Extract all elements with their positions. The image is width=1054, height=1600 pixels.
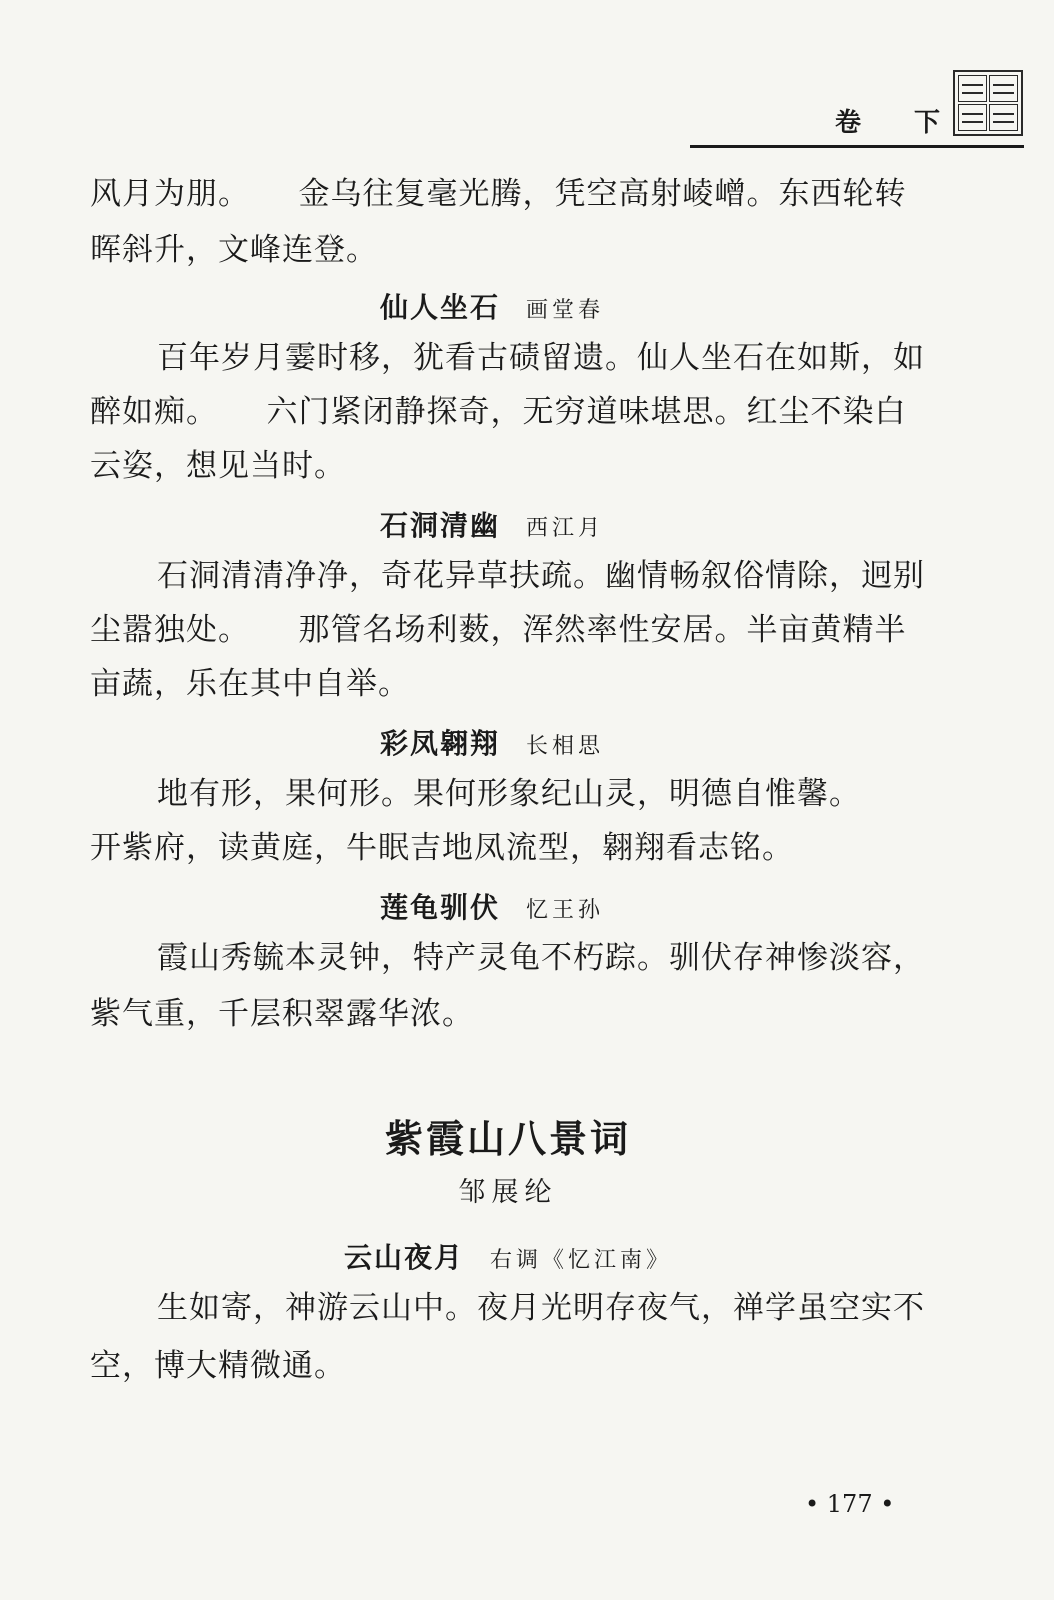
tune-name: 西江月 <box>526 516 605 541</box>
section-author: 邹展纶 <box>458 1177 558 1208</box>
poem-line: 百年岁月霎时移，犹看古碛留遗。仙人坐石在如斯，如 <box>125 340 925 376</box>
poem-line: 生如寄，神游云山中。夜月光明存夜气，禅学虽空实不 <box>125 1290 925 1326</box>
running-header: 卷 下 <box>835 108 963 138</box>
poem-line: 尘嚣独处。 那管名场利薮，浑然率性安居。半亩黄精半 <box>90 612 907 648</box>
header-rule <box>690 145 1024 148</box>
poem-line: 开紫府，读黄庭，牛眠吉地凤流型，翱翔看志铭。 <box>90 830 794 866</box>
poem-line: 醉如痴。 六门紧闭静探奇，无穷道味堪思。红尘不染白 <box>90 394 907 430</box>
poem-line: 亩蔬，乐在其中自举。 <box>90 666 410 702</box>
poem-title: 彩凤翱翔 <box>380 727 501 760</box>
tune-name: 忆王孙 <box>526 898 605 923</box>
poem-title-block <box>380 508 604 547</box>
poem-title-block <box>344 1240 672 1279</box>
poem-line: 晖斜升，文峰连登。 <box>90 232 378 268</box>
poem-title-block <box>380 290 604 329</box>
poem-line: 霞山秀毓本灵钟，特产灵龟不朽踪。驯伏存神惨淡容， <box>125 940 925 976</box>
poem-line: 云姿，想见当时。 <box>90 448 346 484</box>
tune-name: 长相思 <box>526 734 605 759</box>
section-title: 紫霞山八景词 <box>384 1116 631 1161</box>
poem-line: 风月为朋。 金乌往复毫光腾，凭空高射崚嶒。东西轮转 <box>90 176 907 212</box>
tune-name: 画堂春 <box>526 298 605 323</box>
poem-line: 地有形，果何形。果何形象纪山灵，明德自惟馨。 <box>125 776 861 812</box>
poem-title: 仙人坐石 <box>380 291 501 324</box>
poem-title: 云山夜月 <box>344 1241 465 1274</box>
poem-title-block <box>380 890 604 929</box>
poem-line: 石洞清清净净，奇花异草扶疏。幽情畅叙俗情除，迥别 <box>125 558 925 594</box>
poem-line: 紫气重，千层积翠露华浓。 <box>90 996 474 1032</box>
poem-title: 石洞清幽 <box>380 509 501 542</box>
tune-name: 右调《忆江南》 <box>490 1248 673 1273</box>
poem-title-block <box>380 726 604 765</box>
poem-line: 空，博大精微通。 <box>90 1348 346 1384</box>
poem-title: 莲龟驯伏 <box>380 891 501 924</box>
page-number: • 177 • <box>805 1490 895 1518</box>
seal-stamp-icon <box>953 70 1023 136</box>
